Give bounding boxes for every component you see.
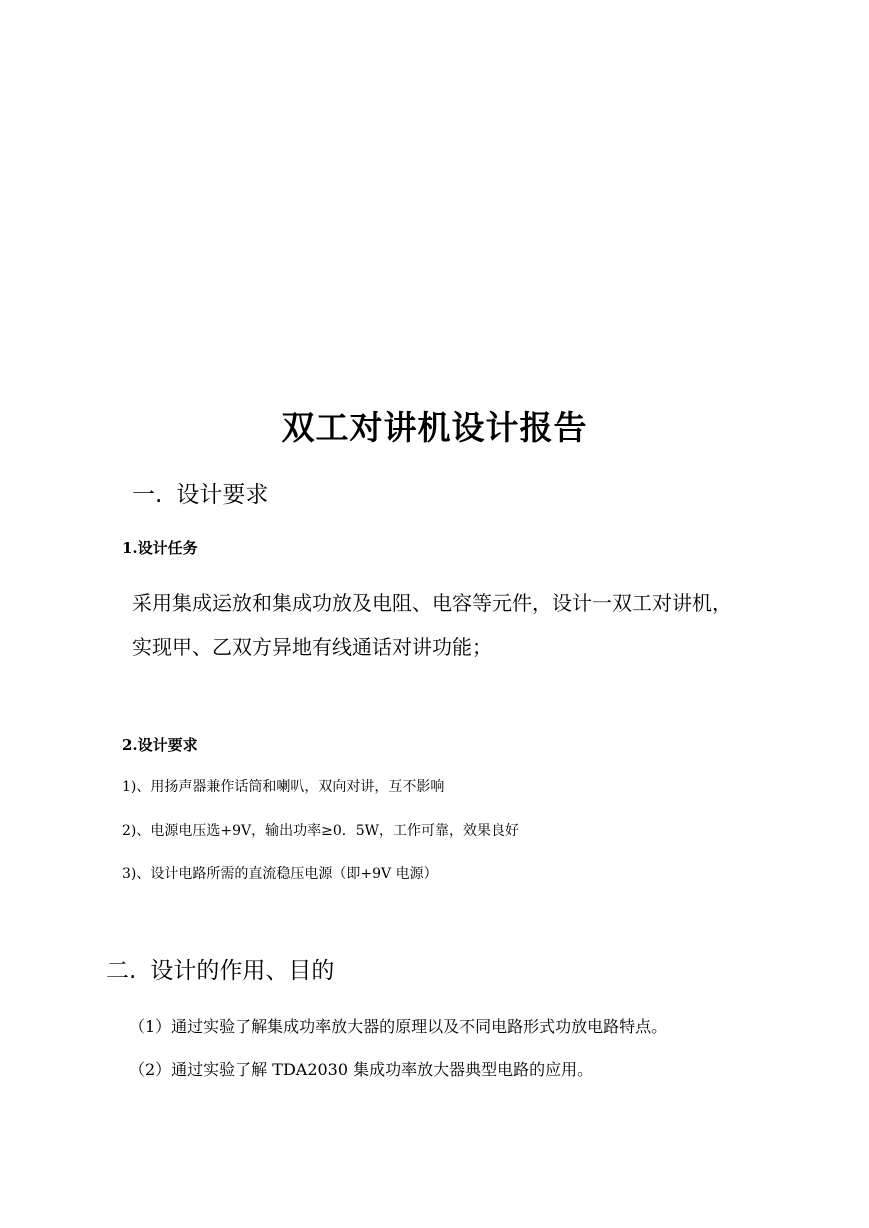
requirement-item: 1)、用扬声器兼作话筒和喇叭，双向对讲，互不影响: [122, 779, 445, 795]
document-title: 双工对讲机设计报告: [281, 408, 588, 447]
subsection-heading-design-task: 1.设计任务: [122, 539, 198, 557]
purpose-item: （2）通过实验了解 TDA2030 集成功率放大器典型电路的应用。: [129, 1060, 594, 1079]
section-heading-text: 设计要求: [176, 482, 269, 508]
paragraph-line: 采用集成运放和集成功放及电阻、电容等元件，设计一双工对讲机，: [132, 591, 732, 615]
section-number: 一.: [132, 482, 163, 508]
subsection-heading-design-requirements: 2.设计要求: [122, 736, 198, 754]
purpose-item: （1）通过实验了解集成功率放大器的原理以及不同电路形式功放电路特点。: [129, 1017, 668, 1036]
paragraph-line: 实现甲、乙双方异地有线通话对讲功能；: [132, 635, 492, 659]
section-heading-purpose: [106, 960, 334, 983]
section-heading-text: 设计的作用、目的: [150, 958, 335, 984]
section-heading-design-requirements: [132, 484, 268, 507]
requirement-item: 3)、设计电路所需的直流稳压电源（即+9V 电源）: [122, 866, 438, 882]
section-number: 二.: [106, 958, 137, 984]
requirement-item: 2)、电源电压选+9V，输出功率≥0．5W，工作可靠，效果良好: [122, 823, 520, 839]
